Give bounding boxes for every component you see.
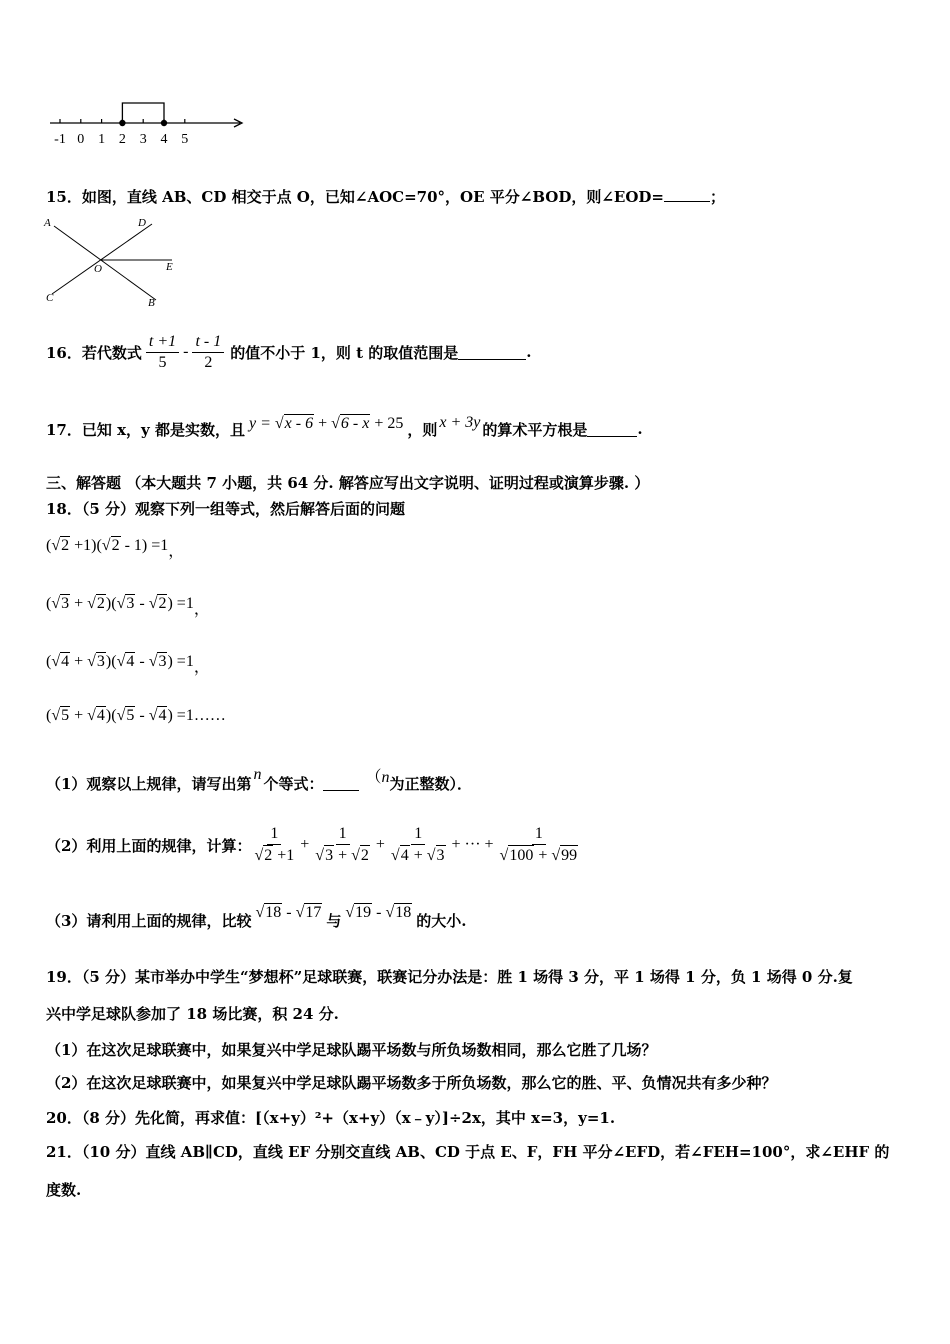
q17-eq-plus: + [314, 414, 332, 432]
q18-p2-term-3: $\frac{1}{√4 + √3}$ [390, 825, 445, 864]
q17-answer-blank [587, 422, 637, 437]
tick-label: 0 [77, 132, 85, 147]
q17-text [46, 414, 643, 444]
q18-equation-1: (√2 +1)(√2 - 1) =1， [46, 537, 185, 560]
q16-lead: 16．若代数式 [46, 343, 142, 362]
tick-label: 1 [98, 132, 106, 147]
q16-tail: 的值不小于 1，则 t 的取值范围是 [230, 343, 459, 362]
tick-label: 5 [181, 132, 189, 147]
q17-tail: 的算术平方根是 [482, 420, 588, 439]
line-CD [52, 224, 152, 294]
q16-fraction-1 [146, 332, 179, 373]
q19-part-1: （1）在这次足球联赛中，如果复兴中学足球队踢平场数与所负场数相同，那么它胜了几场？ [46, 1041, 657, 1059]
q16-fraction-2 [192, 332, 224, 373]
label-A: A [44, 217, 51, 229]
q17-eq-y: y = [248, 414, 275, 432]
q19-line-2: 兴中学足球队参加了 18 场比赛，积 24 分. [46, 1005, 339, 1023]
q18-part-3: （3）请利用上面的规律，比较 √18 - √17 与 √19 - √18 的大小. [46, 903, 467, 930]
q16-text [46, 328, 532, 376]
q16-f1-numerator: t +1 [146, 332, 179, 353]
q21-line-2: 度数. [46, 1181, 82, 1199]
q17-expr: x + 3y [439, 414, 481, 431]
q18-p2-term-2: $\frac{1}{√3 + √2}$ [315, 825, 369, 864]
q18-part-2: （2）利用上面的规律，计算： $\frac{1}{√2 +1}$ + $\frac{1}{√3 + √2}$ + $\frac{1}{√4 + √3}$ + ··· + $\frac{1}{√100 + √99}$ [46, 820, 581, 870]
q18-p1-answer-blank [323, 776, 359, 791]
q16-answer-blank [458, 345, 526, 360]
line-AB [54, 226, 156, 300]
q17-equation: y = √x - 6 + √6 - x + 25 [248, 414, 404, 432]
q17-end: . [637, 420, 643, 438]
q16-end: . [526, 343, 532, 361]
q15-figure [40, 212, 190, 312]
q21-line-1: 21．（10 分）直线 AB∥CD，直线 EF 分别交直线 AB、CD 于点 E、F，FH 平分∠EFD，若∠FEH=100°，求∠EHF 的 [46, 1143, 890, 1161]
q15-stem: 15．如图，直线 AB、CD 相交于点 O，已知∠AOC=70°，OE 平分∠BOD，则∠EOD= [46, 188, 664, 206]
q18-equation-3: (√4 + √3)(√4 - √3) =1， [46, 653, 210, 676]
q18-p1-n2: n [381, 768, 390, 786]
q19-part-2: （2）在这次足球联赛中，如果复兴中学足球队踢平场数多于所负场数，那么它的胜、平、负情况共有多少种？ [46, 1074, 777, 1092]
interval-end-dot [161, 120, 167, 126]
q18-part-1: （1）观察以上规律，请写出第 n 个等式： （n 为正整数）． [46, 766, 472, 793]
q18-p3-expr-1: √18 - √17 [255, 903, 322, 921]
q17-rad-2: 6 - x [340, 414, 370, 432]
q17-mid: ，则 [407, 420, 438, 439]
q15-tail: ； [710, 188, 726, 206]
tick-label: -1 [54, 132, 66, 147]
number-line-figure [44, 96, 254, 152]
q15-text [46, 186, 725, 207]
q17-rad-1: x - 6 [284, 414, 314, 432]
q16-f1-denominator: 5 [158, 353, 167, 371]
q16-f2-numerator: t - 1 [192, 332, 224, 353]
tick-label: 2 [118, 132, 126, 147]
q16-f2-denominator: 2 [204, 353, 213, 371]
tick-label: 4 [160, 132, 168, 147]
q20-text: 20．（8 分）先化简，再求值：[（x+y）²+（x+y）（x﹣y）]÷2x，其中 x=3，y=1. [46, 1109, 616, 1127]
tick-label: 3 [139, 132, 147, 147]
q18-p2-term-1: $\frac{1}{√2 +1}$ [254, 825, 295, 864]
q15-answer-blank [664, 187, 710, 202]
label-D: D [138, 217, 146, 229]
label-E: E [166, 261, 173, 273]
q18-p3-expr-2: √19 - √18 [345, 903, 412, 921]
q16-minus: - [183, 343, 189, 360]
label-B: B [148, 297, 155, 309]
q18-equation-2: (√3 + √2)(√3 - √2) =1， [46, 595, 210, 618]
q17-lead: 17．已知 x，y 都是实数，且 [46, 420, 245, 439]
q18-p1-n: n [253, 766, 262, 783]
section-3-header: 三、解答题 （本大题共 7 小题，共 64 分. 解答应写出文字说明、证明过程或演算步骤. ） [46, 474, 650, 492]
label-O: O [94, 263, 102, 275]
interval-start-dot [119, 120, 125, 126]
label-C: C [46, 292, 54, 304]
q19-line-1: 19．（5 分）某市举办中学生“梦想杯”足球联赛，联赛记分办法是：胜 1 场得 3 分，平 1 场得 1 分，负 1 场得 0 分.复 [46, 968, 853, 986]
q18-title: 18．（5 分）观察下列一组等式，然后解答后面的问题 [46, 500, 406, 518]
q17-eq-const: + 25 [370, 414, 404, 432]
q18-equation-4: (√5 + √4)(√5 - √4) =1…… [46, 707, 226, 724]
q18-p2-term-4: $\frac{1}{√100 + √99}$ [499, 825, 578, 864]
